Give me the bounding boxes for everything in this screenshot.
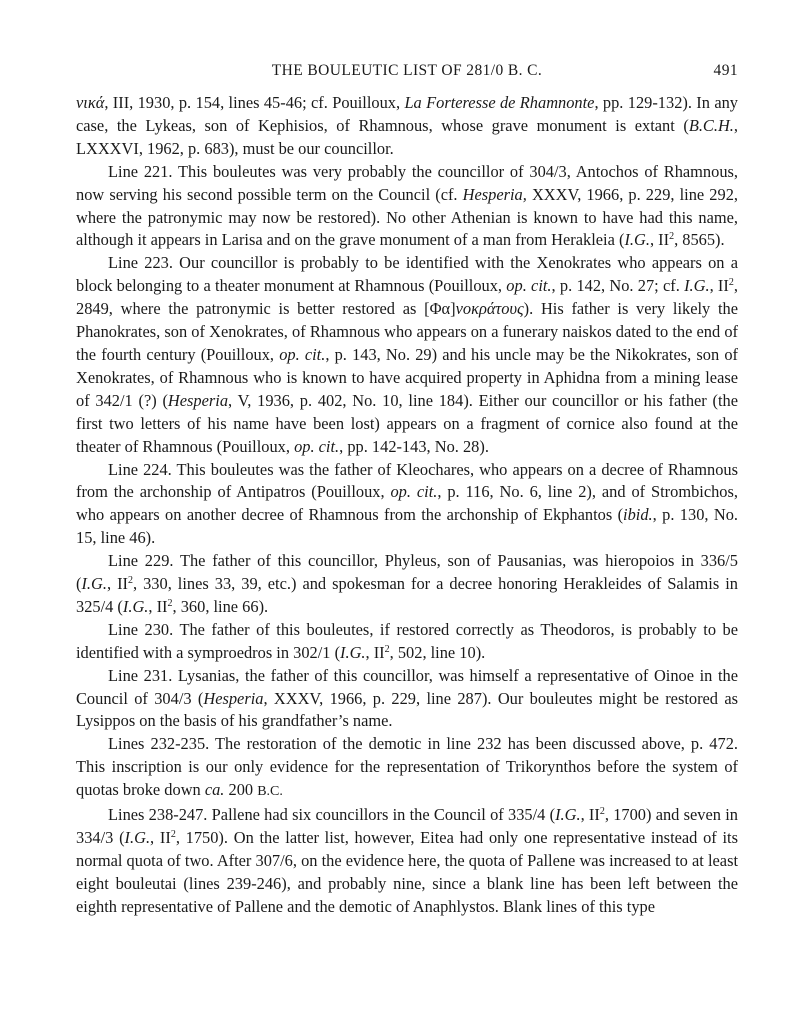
paragraph-line-221: Line 221. This bouleutes was very probably the councillor of 304/3, Antochos of Rhamnous, now serving his second possible term on the Council (cf. Hesperia, XXXV, 1966, p. 229, line 292, where the patronymic may now be restored). No other Athenian is known to have had this name, although it appears in Larisa and on the grave monument of a man from Herakleia (I.G., $II^2$, 8565).	[76, 161, 738, 250]
paragraph-lines-232-235: Lines 232-235. The restoration of the demotic in line 232 has been discussed above, p. 472. This inscription is our only evidence for the representation of Trikorynthos before the system of quotas broke down ca. 200 B.C.	[76, 734, 738, 800]
running-title: THE BOULEUTIC LIST OF 281/0 B. C.	[271, 62, 543, 79]
paragraph-line-224: Line 224. This bouleutes was the father of Kleochares, who appears on a decree of Rhamnous from the archonship of Antipatros (Pouilloux, op. cit., p. 116, No. 6, line 2), and of Strombichos, who appears on another decree of Rhamnous from the archonship of Ekphantos (ibid., p. 130, No. 15, line 46).	[76, 459, 739, 548]
body-text	[76, 92, 738, 919]
paragraph-continued: νικά, III, 1930, p. 154, lines 45-46; cf. Pouilloux, La Forteresse de Rhamnonte, pp. 129-132). In any case, the Lykeas, son of Kephisios, of Rhamnous, whose grave monument is extant (B.C.H., LXXXVI, 1962, p. 683), must be our councillor.	[76, 93, 738, 158]
paragraph-lines-238-247: Lines 238-247. Pallene had six councillors in the Council of 335/4 (I.G., $II^2$, 1700) and seven in 334/3 (I.G., $II^2$, 1750). On the latter list, however, Eitea had only one representative instead of its normal quota of two. After 307/6, on the evidence here, the quota of Pallene was increased to at least eight bouleutai (lines 239-246), and probably nine, since a blank line has been left between the eighth representative of Pallene and the demotic of Anaphlystos. Blank lines of this type	[76, 805, 738, 916]
paragraph-line-223: Line 223. Our councillor is probably to be identified with the Xenokrates who appears on a block belonging to a theater monument at Rhamnous (Pouilloux, op. cit., p. 142, No. 27; cf. I.G., $II^2$, 2849, where the patronymic is better restored as [Φα]νοκράτους). His father is very likely the Phanokrates, son of Xenokrates, of Rhamnous who appears on a funerary naiskos dated to the end of the fourth century (Pouilloux, op. cit., p. 143, No. 29) and his uncle may be the Nikokrates, son of Xenokrates, of Rhamnous who is known to have acquired property in Aphidna from a mining lease of 342/1 (?) (Hesperia, V, 1936, p. 402, No. 10, line 184). Either our councillor or his father (the first two letters of his name have been lost) appears on a fragment of cornice also found at the theater of Rhamnous (Pouilloux, op. cit., pp. 142-143, No. 28).	[76, 253, 739, 456]
paragraph-line-231: Line 231. Lysanias, the father of this councillor, was himself a representative of Oinoe in the Council of 304/3 (Hesperia, XXXV, 1966, p. 229, line 287). Our bouleutes might be restored as Lysippos on the basis of his grandfather’s name.	[76, 665, 738, 731]
running-header	[76, 58, 738, 84]
page-number: 491	[713, 62, 738, 79]
page	[76, 58, 738, 919]
paragraph-line-229: Line 229. The father of this councillor, Phyleus, son of Pausanias, was hieropoios in 336/5 (I.G., $II^2$, 330, lines 33, 39, etc.) and spokesman for a decree honoring Herakleides of Salamis in 325/4 (I.G., $II^2$, 360, line 66).	[76, 551, 738, 616]
paragraph-line-230: Line 230. The father of this bouleutes, if restored correctly as Theodoros, is probably to be identified with a symproedros in 302/1 (I.G., $II^2$, 502, line 10).	[76, 619, 738, 662]
